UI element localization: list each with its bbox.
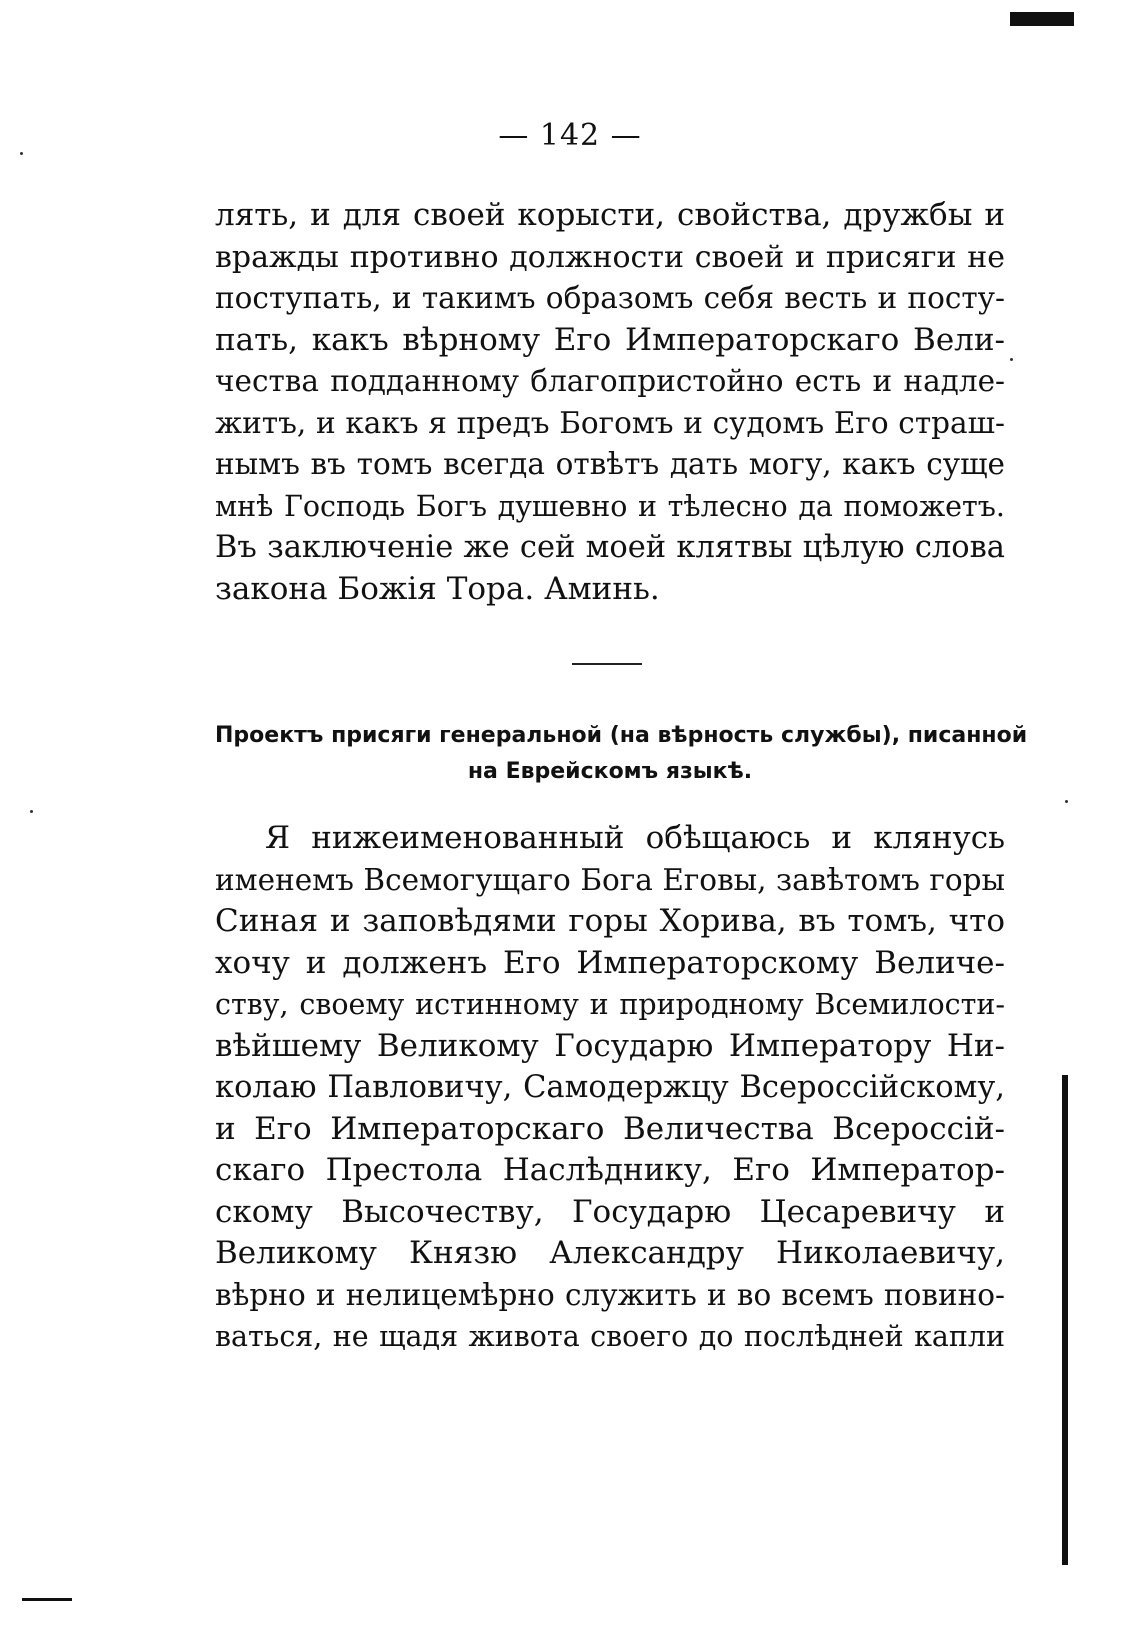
scan-edge-mark-right	[1062, 1075, 1068, 1565]
paragraph-oath-text	[215, 818, 1005, 1358]
scan-dust	[1065, 800, 1068, 803]
section-divider	[572, 663, 642, 665]
scan-edge-mark-top-right	[1010, 12, 1074, 26]
scan-edge-mark-bottom-left	[22, 1598, 72, 1601]
text-line: житъ, и какъ я предъ Богомъ и судомъ Его страш-	[215, 405, 1005, 440]
text-line: колаю Павловичу, Самодержцу Всероссійскому,	[215, 1070, 1005, 1105]
scan-dust	[1010, 358, 1013, 361]
page-number: — 142 —	[498, 118, 642, 153]
text-line: вражды противно должности своей и присяги не	[215, 239, 1005, 275]
section-heading	[215, 718, 1028, 790]
text-line: вѣрно и нелицемѣрно служить и во всемъ повино-	[215, 1277, 1005, 1312]
text-line: Синая и заповѣдями горы Хорива, въ томъ, что	[215, 903, 1005, 939]
text-line: и Его Императорскаго Величества Всероссій-	[215, 1110, 1005, 1147]
text-line: лять, и для своей корысти, свойства, дружбы и	[215, 197, 1005, 233]
paragraph-oath-ending	[215, 195, 1005, 610]
text-line: чества подданному благопристойно есть и надле-	[215, 364, 1005, 398]
text-line: вѣйшему Великому Государю Императору Ни-	[215, 1027, 1005, 1064]
heading-line: на Еврейскомъ языкѣ.	[467, 759, 753, 784]
text-line: ваться, не щадя живота своего до послѣдней капли	[215, 1320, 1005, 1353]
text-line: нымъ въ томъ всегда отвѣтъ дать могу, какъ суще	[215, 447, 1005, 481]
text-line: закона Божія Тора. Аминь.	[215, 570, 660, 607]
text-line: поступать, и такимъ образомъ себя весть и посту-	[215, 281, 1005, 315]
text-line: Великому Князю Александру Николаевичу,	[215, 1235, 1005, 1271]
text-line: хочу и долженъ Его Императорскому Величе-	[215, 944, 1005, 981]
text-line: скаго Престола Наслѣднику, Его Император-	[215, 1152, 1005, 1188]
text-line: Я нижеименованный обѣщаюсь и клянусь	[265, 820, 1005, 856]
text-line: ству, своему истинному и природному Всемилости-	[215, 988, 1005, 1021]
text-line: скому Высочеству, Государю Цесаревичу и	[215, 1193, 1005, 1230]
heading-line: Проектъ присяги генеральной (на вѣрность службы), писанной	[215, 723, 1028, 748]
scan-dust	[30, 810, 33, 813]
text-line: мнѣ Господь Богъ душевно и тѣлесно да поможетъ.	[215, 489, 1005, 523]
text-line: пать, какъ вѣрному Его Императорскаго Вели-	[215, 321, 1005, 358]
text-line: Въ заключеніе же сей моей клятвы цѣлую слова	[215, 530, 1005, 565]
text-line-first	[215, 818, 1005, 860]
text-line: именемъ Всемогущаго Бога Еговы, завѣтомъ горы	[215, 862, 1005, 897]
